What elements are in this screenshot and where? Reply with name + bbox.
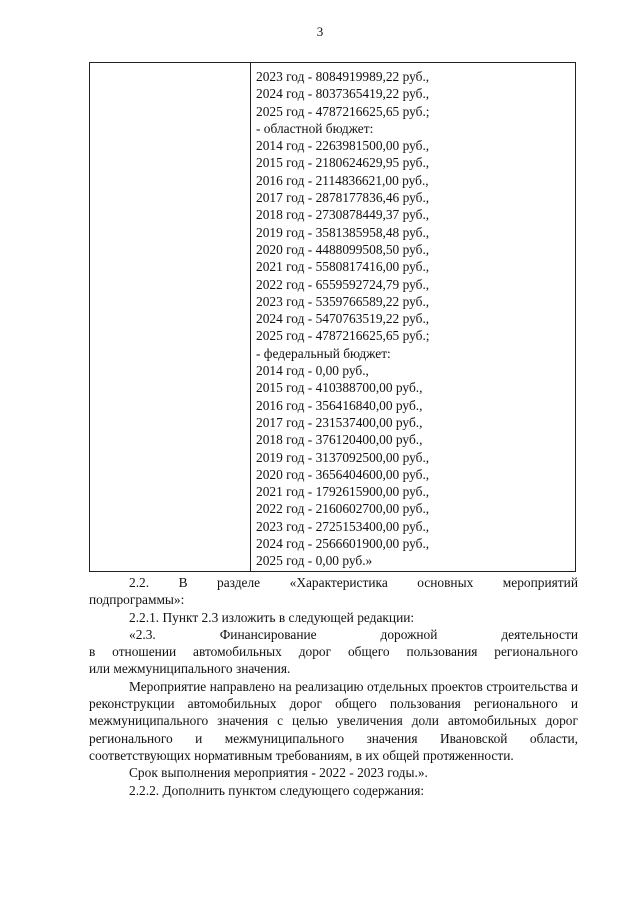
budget-line: 2017 год - 231537400,00 руб., [256, 414, 423, 430]
page-number: 3 [316, 24, 324, 39]
budget-line: 2024 год - 8037365419,22 руб., [256, 86, 430, 102]
measure-description: Мероприятие направлено на реализацию отдельных проектов строительства и реконструкции автомобильных дорог общего пользования регионального и межмуниципального значения с целью увеличения доли автомобильных дорог регионального и межмуниципального значения Ивановской области, соответствующих нормативным требованиям, в их общей протяженности. [89, 678, 578, 763]
budget-line: 2016 год - 356416840,00 руб., [256, 397, 423, 413]
clause-2-2-2: 2.2.2. Дополнить пунктом следующего содержания: [129, 782, 425, 798]
budget-line: 2014 год - 0,00 руб., [256, 363, 369, 379]
budget-line: 2017 год - 2878177836,46 руб., [256, 190, 430, 206]
section-heading-continuation: подпрограммы»: [89, 592, 185, 608]
budget-line: 2020 год - 4488099508,50 руб., [256, 241, 430, 257]
budget-line: 2022 год - 6559592724,79 руб., [256, 276, 430, 292]
budget-line: 2022 год - 2160602700,00 руб., [256, 501, 430, 517]
budget-line: 2023 год - 8084919989,22 руб., [256, 69, 430, 84]
budget-line: 2025 год - 0,00 руб.» [256, 553, 373, 569]
budget-line: 2024 год - 2566601900,00 руб., [256, 536, 430, 552]
budget-line: 2020 год - 3656404600,00 руб., [256, 466, 430, 482]
budget-section-heading: - областной бюджет: [256, 120, 374, 136]
clause-2-3-heading-line3: или межмуниципального значения. [89, 661, 291, 677]
budget-line: 2025 год - 4787216625,65 руб.; [256, 328, 430, 344]
budget-line: 2023 год - 5359766589,22 руб., [256, 293, 430, 309]
budget-line: 2018 год - 376120400,00 руб., [256, 432, 423, 448]
budget-line: 2021 год - 5580817416,00 руб., [256, 259, 430, 275]
budget-section-heading: - федеральный бюджет: [256, 345, 391, 361]
document-body [89, 574, 578, 799]
budget-line: 2018 год - 2730878449,37 руб., [256, 207, 430, 223]
budget-line: 2023 год - 2725153400,00 руб., [256, 518, 430, 534]
clause-2-2-1: 2.2.1. Пункт 2.3 изложить в следующей редакции: [129, 609, 415, 625]
budget-line: 2019 год - 3581385958,48 руб., [256, 224, 430, 240]
budget-line: 2021 год - 1792615900,00 руб., [256, 484, 430, 500]
budget-line: 2019 год - 3137092500,00 руб., [256, 449, 430, 465]
section-heading-line: 2.2. В разделе «Характеристика основных мероприятий [129, 575, 578, 590]
table-left-cell [90, 63, 251, 571]
clause-2-3-heading-line2: в отношении автомобильных дорог общего пользования регионального [89, 644, 578, 660]
budget-line: 2024 год - 5470763519,22 руб., [256, 311, 430, 327]
budget-line: 2014 год - 2263981500,00 руб., [256, 138, 430, 154]
budget-line: 2025 год - 4787216625,65 руб.; [256, 103, 430, 119]
budget-line: 2016 год - 2114836621,00 руб., [256, 172, 429, 188]
budget-line: 2015 год - 2180624629,95 руб., [256, 155, 430, 171]
budget-table [89, 62, 576, 572]
clause-2-3-heading: «2.3. Финансирование дорожной деятельности [129, 626, 578, 642]
budget-line: 2015 год - 410388700,00 руб., [256, 380, 423, 396]
table-right-cell [256, 68, 571, 570]
measure-deadline: Срок выполнения мероприятия - 2022 - 2023 годы.». [129, 765, 428, 781]
